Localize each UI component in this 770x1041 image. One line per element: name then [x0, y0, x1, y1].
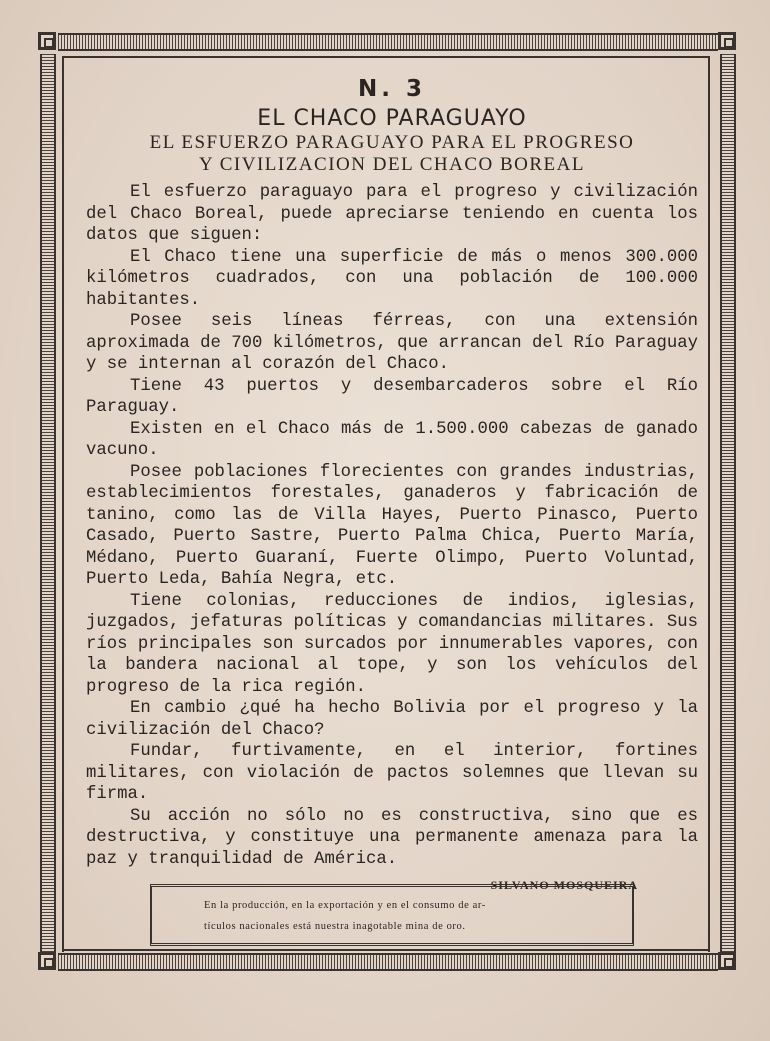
border-top — [58, 33, 718, 51]
paragraph: Tiene colonias, reducciones de indios, iglesias, juzgados, jefaturas políticas y comandancias militares. Sus ríos principales son surcados por innumerables vapores, con la bandera nacional al tope, y son los vehículos del progreso de la rica región. — [86, 591, 698, 697]
border-right — [720, 54, 736, 952]
paragraph: Existen en el Chaco más de 1.500.000 cabezas de ganado vacuno. — [86, 419, 698, 460]
corner-ornament-bottom-right — [718, 952, 736, 970]
footer-motto-box — [150, 884, 634, 946]
corner-ornament-bottom-left — [38, 952, 56, 970]
border-left-inner — [62, 58, 64, 952]
border-left — [40, 54, 56, 952]
paragraph: En cambio ¿qué ha hecho Bolivia por el progreso y la civilización del Chaco? — [86, 699, 698, 740]
footer-motto-line-2: tículos nacionales está nuestra inagotable mina de oro. — [204, 921, 466, 932]
corner-ornament-top-left — [38, 32, 56, 50]
article — [86, 70, 698, 893]
paragraph: Tiene 43 puertos y desembarcaderos sobre el Río Paraguay. — [86, 376, 698, 417]
article-number: N. 3 — [358, 76, 426, 102]
corner-ornament-top-right — [718, 32, 736, 50]
paragraph: El Chaco tiene una superficie de más o menos 300.000 kilómetros cuadrados, con una población de 100.000 habitantes. — [86, 247, 698, 310]
footer-motto-line-1: En la producción, en la exportación y en el consumo de ar- — [204, 900, 486, 911]
paragraph: Fundar, furtivamente, en el interior, fortines militares, con violación de pactos solemnes que llevan su firma. — [86, 742, 698, 804]
border-bottom — [58, 953, 718, 971]
paragraph: Posee poblaciones florecientes con grandes industrias, establecimientos forestales, ganaderos y fabricación de tanino, como las de Villa Hayes, Puerto Pinasco, Puerto Casado, Puerto Sastre, Puerto Palma Chica, Puerto María, Médano, Puerto Guaraní, Fuerte Olimpo, Puerto Voluntad, Puerto Leda, Bahía Negra, etc. — [86, 462, 698, 589]
paragraph: Posee seis líneas férreas, con una extensión aproximada de 700 kilómetros, que arrancan del Río Paraguay y se internan al corazón del Chaco. — [86, 312, 698, 374]
paragraph: Su acción no sólo no es constructiva, sino que es destructiva, y constituye una permanente amenaza para la paz y tranquilidad de América. — [86, 806, 698, 869]
paragraph: El esfuerzo paraguayo para el progreso y civilización del Chaco Boreal, puede apreciarse teniendo en cuenta los datos que siguen: — [86, 183, 698, 245]
article-subtitle-line-1: EL ESFUERZO PARAGUAYO PARA EL PROGRESO — [149, 132, 635, 153]
border-top-inner — [62, 56, 710, 58]
article-subtitle-line-2: Y CIVILIZACION DEL CHACO BOREAL — [198, 154, 585, 175]
author-signature: SILVANO MOSQUEIRA — [490, 878, 638, 892]
article-body — [86, 182, 698, 870]
border-right-inner — [708, 58, 710, 952]
border-bottom-inner — [62, 949, 710, 951]
article-title: EL CHACO PARAGUAYO — [257, 106, 527, 131]
